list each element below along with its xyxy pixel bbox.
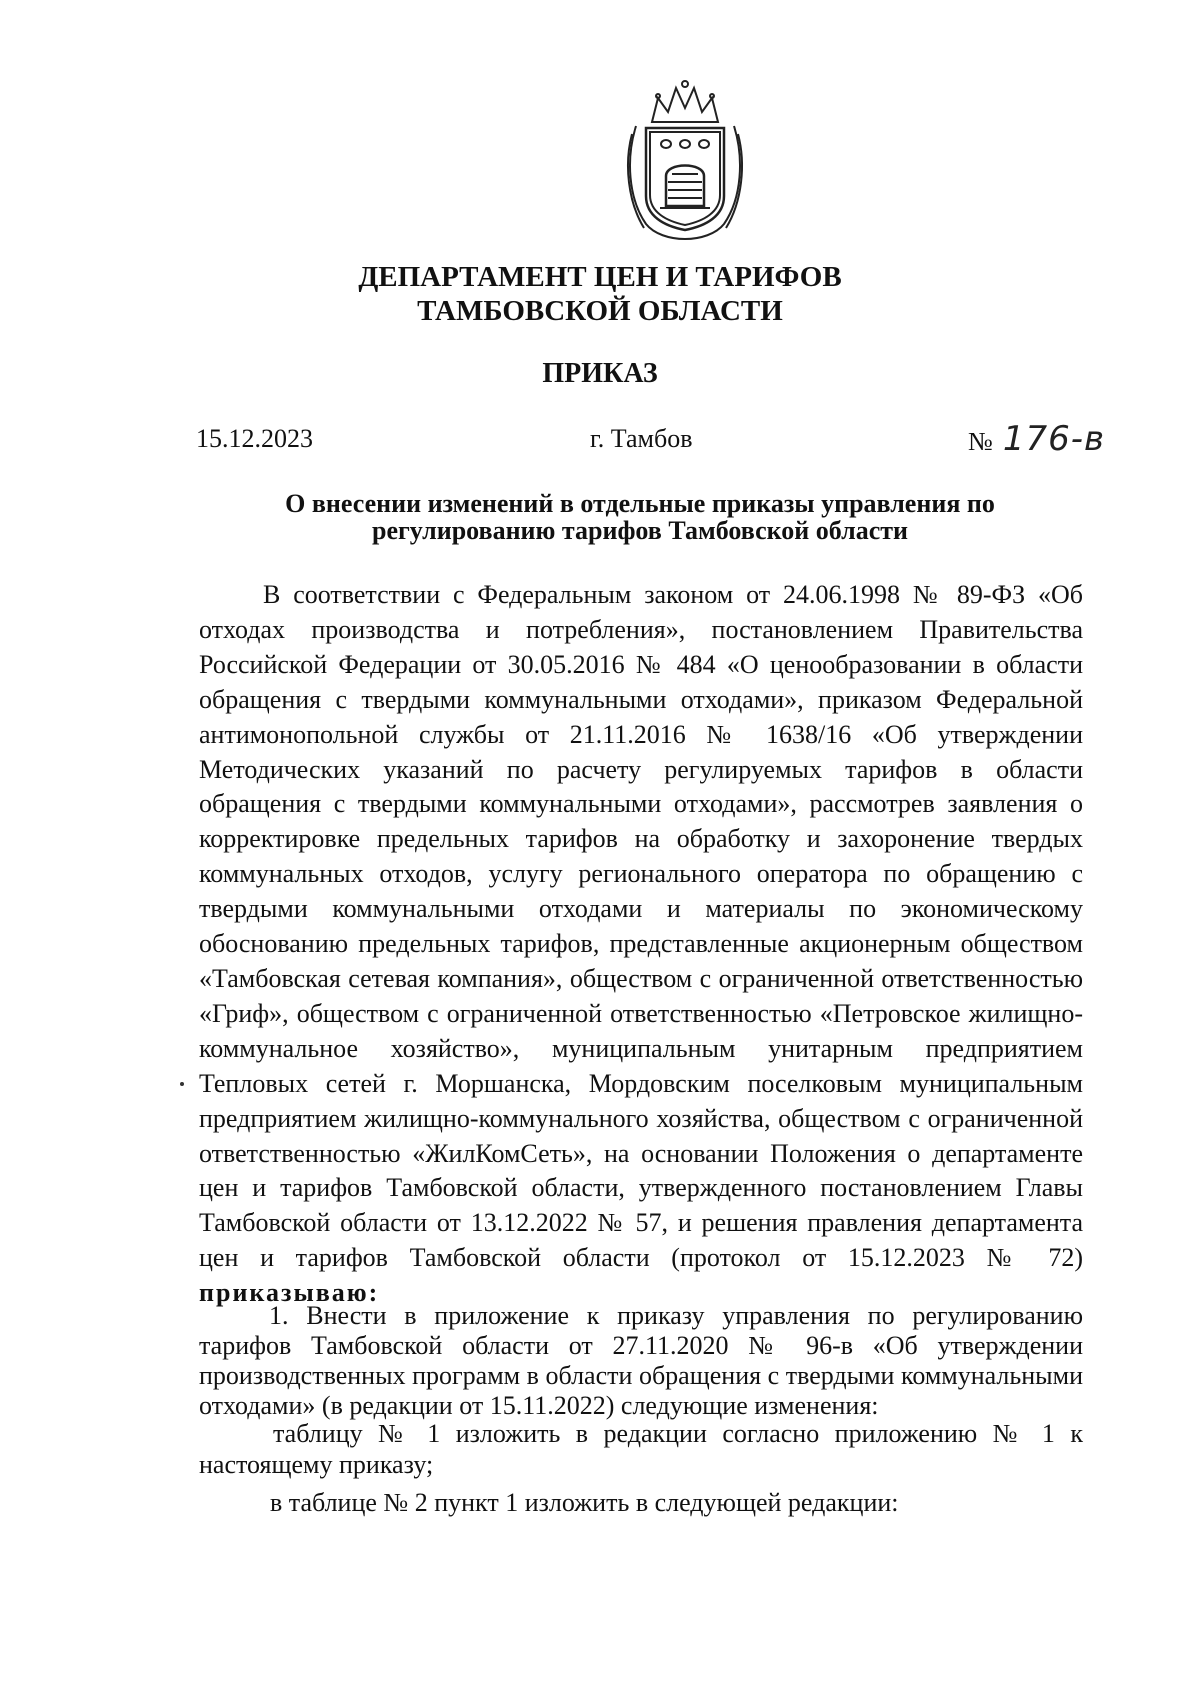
order-title-line-2: регулированию тарифов Тамбовской области: [372, 516, 908, 545]
preamble-text: В соответствии с Федеральным законом от 24.06.1998 № 89-ФЗ «Об отходах производства и потребления», постановлением Правительства Российской Федерации от 30.05.2016 № 484 «О ценообразовании в области обращения с твердыми коммунальными отходами», приказом Федеральной антимонопольной службы от 21.11.2016 № 1638/16 «Об утверждении Методических указаний по расчету регулируемых тарифов в области обращения с твердыми коммунальными отходами», рассмотрев заявления о корректировке предельных тарифов на обработку и захоронение твердых коммунальных отходов, услугу регионального оператора по обращению с твердыми коммунальными отходами и материалы по экономическому обоснованию предельных тарифов, представленные акционерным обществом «Тамбовская сетевая компания», обществом с ограниченной ответственностью «Гриф», обществом с ограниченной ответственностью «Петровское жилищно-коммунальное хозяйство», муниципальным унитарным предприятием Тепловых сетей г. Моршанска, Мордовским поселковым муниципальным предприятием жилищно-коммунального хозяйства, обществом с ограниченной ответственностью «ЖилКомСеть», на основании Положения о департаменте цен и тарифов Тамбовской области, утвержденного постановлением Главы Тамбовской области от 13.12.2022 № 57, и решения правления департамента цен и тарифов Тамбовской области (протокол от 15.12.2023 № 72): [199, 580, 1083, 1273]
item-1-subitem-table-1: таблицу № 1 изложить в редакции согласно приложению № 1 к настоящему приказу;: [199, 1419, 1083, 1479]
number-sign: №: [968, 427, 993, 456]
coat-of-arms-emblem: [622, 78, 748, 248]
item-1-paragraph: 1. Внести в приложение к приказу управления по регулированию тарифов Тамбовской области от 27.11.2020 № 96-в «Об утверждении производственных программ в области обращения с твердыми коммунальными отходами» (в редакции от 15.11.2022) следующие изменения:: [199, 1301, 1083, 1420]
scan-speck: [180, 1082, 184, 1086]
order-title: [200, 490, 1080, 544]
order-date: 15.12.2023: [196, 424, 313, 453]
organization-line-1: ДЕПАРТАМЕНТ ЦЕН И ТАРИФОВ: [358, 261, 842, 293]
handwritten-number: 176-в: [1002, 419, 1106, 459]
order-title-line-1: О внесении изменений в отдельные приказы управления по: [285, 489, 995, 518]
organization-line-2: ТАМБОВСКОЙ ОБЛАСТИ: [417, 295, 783, 327]
order-number: [968, 419, 1106, 459]
preamble-paragraph: [199, 578, 1083, 1311]
decree-word: приказываю:: [199, 1278, 380, 1308]
order-city: г. Тамбов: [590, 424, 693, 453]
organization-name: [0, 260, 1200, 328]
document-type: ПРИКАЗ: [542, 358, 658, 389]
item-1-subitem-table-2: в таблице № 2 пункт 1 изложить в следующей редакции:: [270, 1488, 899, 1517]
